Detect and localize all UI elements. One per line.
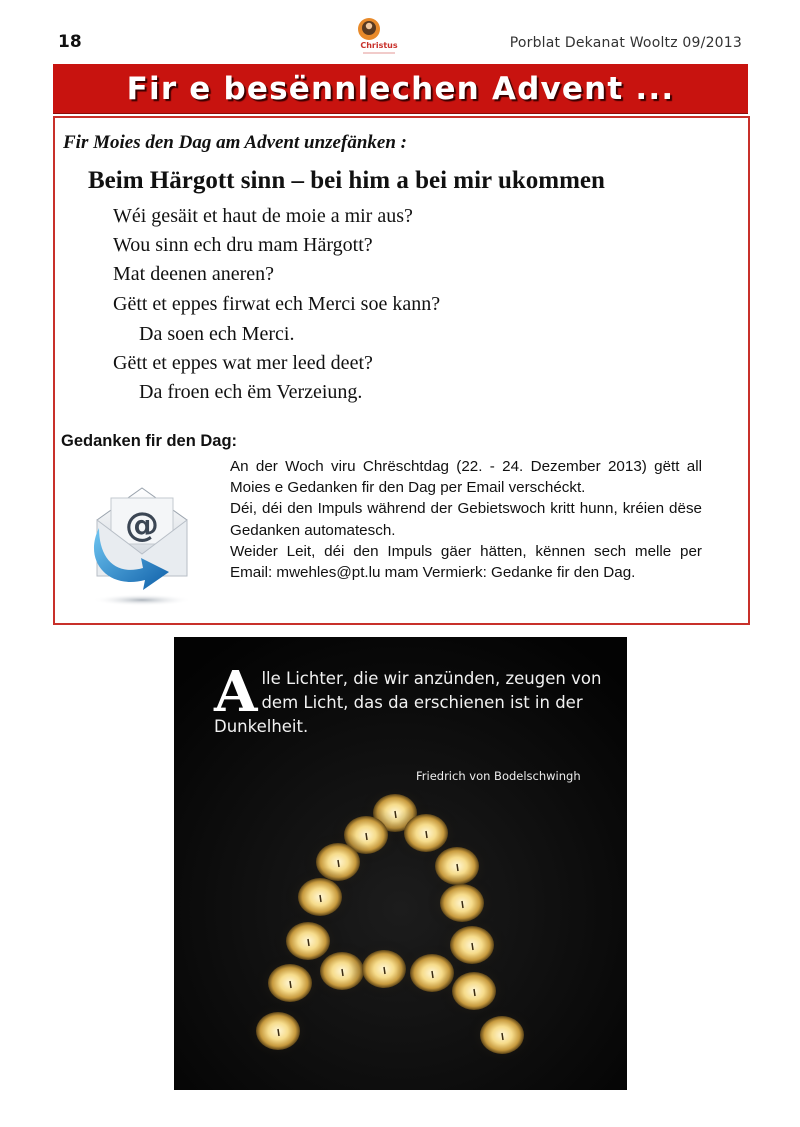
title-banner xyxy=(53,64,748,114)
quote-author: Friedrich von Bodelschwingh xyxy=(416,769,581,783)
prayer-line: Gëtt et eppes wat mer leed deet? xyxy=(113,352,373,374)
parish-logo xyxy=(355,16,403,58)
tealight-candle xyxy=(242,1001,314,1061)
prayer-line: Da soen ech Merci. xyxy=(139,323,295,345)
intro-text: Fir Moies den Dag am Advent unzefänken : xyxy=(63,132,407,153)
prayer-line: Wou sinn ech dru mam Härgott? xyxy=(113,234,373,256)
thoughts-text xyxy=(230,456,702,583)
quote-text: lle Lichter, die wir anzünden, zeugen von dem Licht, das da erschienen ist in der Dunkelheit. xyxy=(214,669,602,736)
logo-text: Christus xyxy=(360,41,398,50)
quote xyxy=(214,659,604,739)
prayer-line: Mat deenen aneren? xyxy=(113,263,275,285)
tealight-candle xyxy=(466,1005,538,1065)
email-icon xyxy=(87,468,197,608)
prayer-line: Gëtt et eppes firwat ech Merci soe kann? xyxy=(113,293,441,315)
page-title: Fir e besënnlechen Advent ... xyxy=(126,70,675,107)
thoughts-paragraph: An der Woch viru Chrëschtdag (22. - 24. Dezember 2013) gëtt all Moies e Gedanken fir den Dag per Email verschéckt. xyxy=(230,458,702,497)
prayer-line: Wéi gesäit et haut de moie a mir aus? xyxy=(113,205,413,227)
prayer-subtitle: Beim Härgott sinn – bei him a bei mir ukommen xyxy=(88,167,605,194)
thoughts-paragraph: Weider Leit, déi den Impuls gäer hätten, kënnen sech melle per Email: mwehles@pt.lu mam Vermierk: Gedanke fir den Dag. xyxy=(230,542,702,582)
quote-initial: A xyxy=(214,659,258,725)
prayer-line: Da froen ech ëm Verzeiung. xyxy=(139,381,363,403)
page-number: 18 xyxy=(58,32,82,52)
thoughts-heading: Gedanken fir den Dag: xyxy=(61,432,238,450)
candle-photo xyxy=(174,637,627,1090)
publication-header: Porblat Dekanat Wooltz 09/2013 xyxy=(509,35,742,51)
prayer-box xyxy=(53,116,750,625)
svg-text:@: @ xyxy=(125,505,159,545)
thoughts-paragraph: Déi, déi den Impuls während der Gebietswoch kritt hunn, kréien dëse Gedanken automatesch. xyxy=(230,500,702,539)
